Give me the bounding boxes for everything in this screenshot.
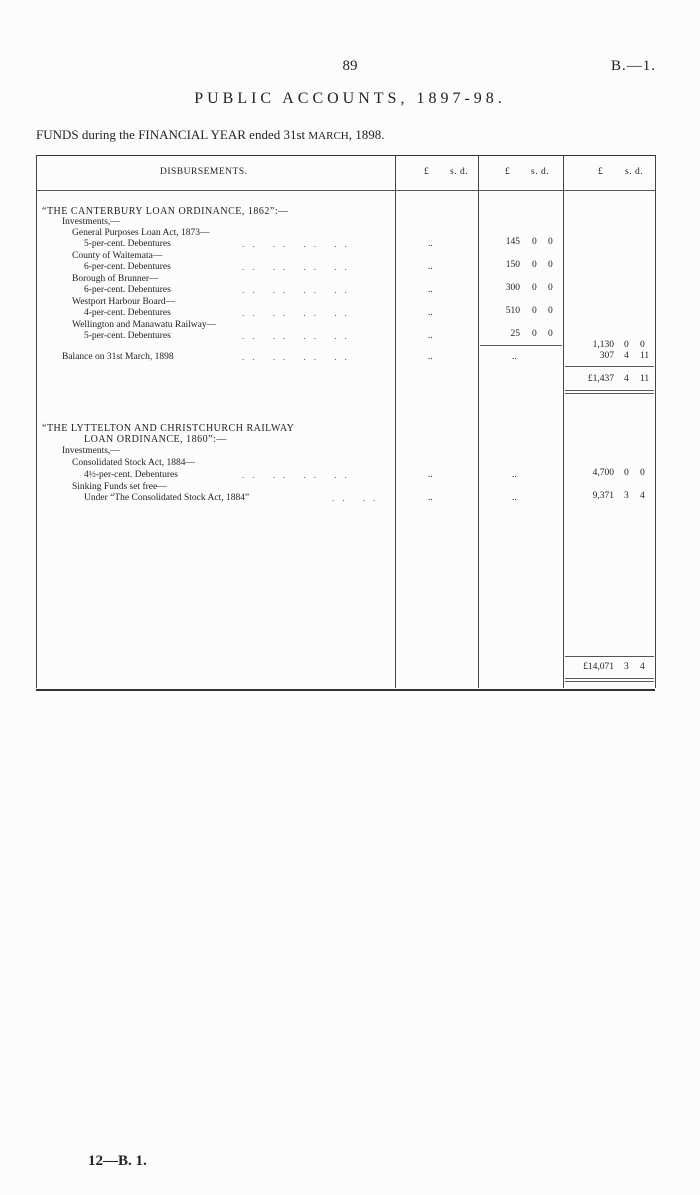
item-description: 5-per-cent. Debentures <box>84 331 171 341</box>
subtitle-text: FUNDS during the FINANCIAL YEAR ended 31st <box>36 127 309 142</box>
leader-dots: .. .. .. .. <box>242 470 355 480</box>
total-rule-bottom <box>565 390 654 391</box>
balance-pence: 11 <box>640 351 650 361</box>
leader-dots: .. .. .. .. <box>242 285 355 295</box>
amount-pence: 0 <box>548 260 553 270</box>
subtotal-pounds: 1,130 <box>592 340 614 350</box>
col1-blank: .. <box>428 239 433 249</box>
col1-blank: .. <box>428 331 433 341</box>
sinking-funds-label: Sinking Funds set free— <box>72 482 167 492</box>
amount-pounds: 300 <box>505 283 520 293</box>
header-rule <box>36 190 655 191</box>
amount-pence: 0 <box>548 283 553 293</box>
item-parent: General Purposes Loan Act, 1873— <box>72 228 210 238</box>
col-divider-1 <box>395 155 396 688</box>
sinking-shillings: 3 <box>624 491 629 501</box>
grand-total-rule-double <box>565 681 654 682</box>
subtitle-month: MARCH <box>308 130 349 142</box>
debentures-pence: 0 <box>640 468 645 478</box>
canterbury-section-title: “THE CANTERBURY LOAN ORDINANCE, 1862”:— <box>42 206 289 217</box>
subtitle-year: , 1898. <box>348 127 385 142</box>
amount-pence: 0 <box>548 329 553 339</box>
subtotal-shillings: 0 <box>624 340 629 350</box>
grand-total-rule-top <box>565 656 654 657</box>
amount-pounds: 510 <box>505 306 520 316</box>
grand-total-pounds: £14,071 <box>583 662 614 672</box>
col-header-disbursements: DISBURSEMENTS. <box>160 167 248 177</box>
col-divider-2 <box>478 155 479 688</box>
col2-blank: .. <box>512 493 517 503</box>
grand-total-pence: 4 <box>640 662 645 672</box>
balance-label: Balance on 31st March, 1898 <box>62 352 174 362</box>
grand-total-rule-bottom <box>565 678 654 679</box>
grand-total-shillings: 3 <box>624 662 629 672</box>
leader-dots: .. .. <box>332 493 384 503</box>
debentures-pounds: 4,700 <box>592 468 614 478</box>
table-left-border <box>36 155 37 688</box>
consolidated-stock-label: Consolidated Stock Act, 1884— <box>72 458 195 468</box>
amount-pence: 0 <box>548 306 553 316</box>
col3-pound-header: £ <box>598 167 604 177</box>
canterbury-total-pounds: £1,437 <box>587 374 614 384</box>
canterbury-total-shillings: 4 <box>624 374 629 384</box>
amount-shillings: 0 <box>532 237 537 247</box>
table-subtitle <box>36 127 384 143</box>
lyttelton-section-title-1: “THE LYTTELTON AND CHRISTCHURCH RAILWAY <box>42 423 295 434</box>
page-number: 89 <box>342 58 358 74</box>
item-parent: County of Waitemata— <box>72 251 163 261</box>
col1-blank: .. <box>428 308 433 318</box>
col2-sd-header: s. d. <box>531 167 550 177</box>
debentures-description: 4½-per-cent. Debentures <box>84 470 178 480</box>
page-signature: 12—B. 1. <box>88 1153 147 1169</box>
item-description: 6-per-cent. Debentures <box>84 285 171 295</box>
col1-blank: .. <box>428 493 433 503</box>
lyttelton-section-title-2: LOAN ORDINANCE, 1860”:— <box>84 434 227 445</box>
col-divider-3 <box>563 155 564 688</box>
item-parent: Westport Harbour Board— <box>72 297 176 307</box>
sinking-pounds: 9,371 <box>592 491 614 501</box>
page-title: PUBLIC ACCOUNTS, 1897-98. <box>194 90 506 107</box>
item-parent: Wellington and Manawatu Railway— <box>72 320 217 330</box>
lyttelton-investments-label: Investments,— <box>62 446 120 456</box>
item-description: 5-per-cent. Debentures <box>84 239 171 249</box>
amount-shillings: 0 <box>532 306 537 316</box>
amount-pounds: 150 <box>505 260 520 270</box>
col2-blank: .. <box>512 352 517 362</box>
amount-pounds: 25 <box>510 329 520 339</box>
debentures-shillings: 0 <box>624 468 629 478</box>
balance-shillings: 4 <box>624 351 629 361</box>
table-right-border <box>655 155 656 688</box>
col2-pound-header: £ <box>505 167 511 177</box>
total-rule-top <box>565 366 654 367</box>
canterbury-total-pence: 11 <box>640 374 650 384</box>
leader-dots: .. .. .. .. <box>242 352 355 362</box>
item-description: 6-per-cent. Debentures <box>84 262 171 272</box>
subtotal-rule <box>480 345 562 346</box>
col1-blank: .. <box>428 285 433 295</box>
document-reference: B.—1. <box>610 58 656 74</box>
canterbury-investments-label: Investments,— <box>62 217 120 227</box>
total-rule-double <box>565 393 654 394</box>
subtotal-pence: 0 <box>640 340 645 350</box>
item-parent: Borough of Brunner— <box>72 274 159 284</box>
col1-blank: .. <box>428 352 433 362</box>
col2-blank: .. <box>512 470 517 480</box>
leader-dots: .. .. .. .. <box>242 262 355 272</box>
sinking-description: Under “The Consolidated Stock Act, 1884” <box>84 493 250 503</box>
amount-pence: 0 <box>548 237 553 247</box>
item-description: 4-per-cent. Debentures <box>84 308 171 318</box>
col3-sd-header: s. d. <box>625 167 644 177</box>
amount-pounds: 145 <box>505 237 520 247</box>
amount-shillings: 0 <box>532 329 537 339</box>
leader-dots: .. .. .. .. <box>242 331 355 341</box>
amount-shillings: 0 <box>532 260 537 270</box>
balance-pounds: 307 <box>599 351 614 361</box>
leader-dots: .. .. .. .. <box>242 239 355 249</box>
amount-shillings: 0 <box>532 283 537 293</box>
col1-blank: .. <box>428 262 433 272</box>
leader-dots: .. .. .. .. <box>242 308 355 318</box>
col1-blank: .. <box>428 470 433 480</box>
col1-sd-header: s. d. <box>450 167 469 177</box>
col1-pound-header: £ <box>424 167 430 177</box>
sinking-pence: 4 <box>640 491 645 501</box>
